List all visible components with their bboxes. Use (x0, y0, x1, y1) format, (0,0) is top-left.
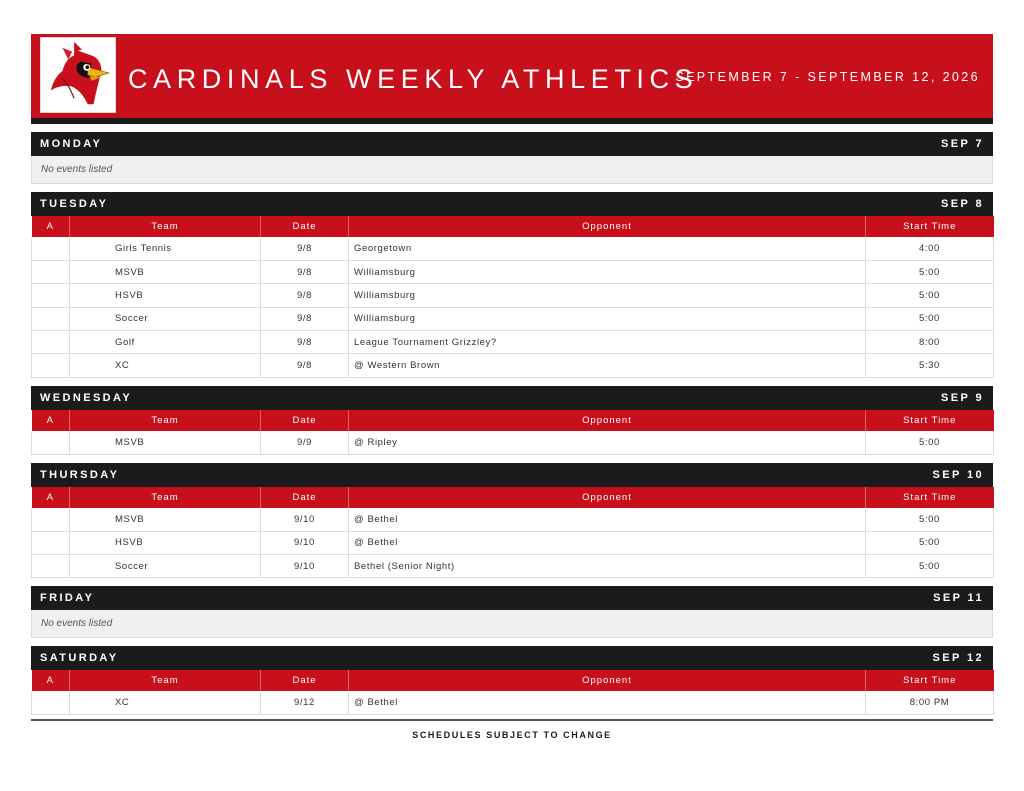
cell-a (32, 284, 70, 307)
cell-start-time: 5:00 (866, 555, 994, 578)
day-date: SEP 7 (941, 138, 984, 150)
cell-team: XC (70, 691, 261, 714)
table-row (32, 531, 994, 554)
table-header-row (32, 216, 994, 237)
column-header-team: Team (70, 410, 261, 431)
column-header-opponent: Opponent (349, 410, 866, 431)
column-header-opponent: Opponent (349, 670, 866, 691)
cell-opponent: @ Western Brown (349, 354, 866, 377)
day-header (31, 192, 993, 216)
cell-opponent: Williamsburg (349, 307, 866, 330)
cell-start-time: 5:00 (866, 260, 994, 283)
cell-date: 9/9 (261, 431, 349, 454)
column-header-date: Date (261, 410, 349, 431)
cell-team: HSVB (70, 531, 261, 554)
cell-team: MSVB (70, 431, 261, 454)
day-header (31, 646, 993, 670)
table-row (32, 508, 994, 531)
day-saturday (31, 646, 993, 715)
events-table (31, 410, 994, 455)
events-table (31, 670, 994, 715)
events-table (31, 216, 994, 378)
day-name: FRIDAY (40, 592, 95, 605)
day-friday (31, 586, 993, 638)
day-thursday (31, 463, 993, 579)
cell-opponent: Williamsburg (349, 284, 866, 307)
day-name: WEDNESDAY (40, 391, 133, 404)
events-table (31, 487, 994, 579)
day-date: SEP 11 (933, 592, 984, 605)
column-header-a: A (32, 216, 70, 237)
column-header-a: A (32, 410, 70, 431)
column-header-opponent: Opponent (349, 487, 866, 508)
day-header (31, 463, 993, 487)
date-range: SEPTEMBER 7 - SEPTEMBER 12, 2026 (675, 70, 980, 84)
table-header-row (32, 670, 994, 691)
cell-a (32, 508, 70, 531)
cell-date: 9/8 (261, 331, 349, 354)
day-date: SEP 10 (932, 468, 984, 481)
column-header-team: Team (70, 670, 261, 691)
column-header-date: Date (261, 487, 349, 508)
cell-opponent: Bethel (Senior Night) (349, 555, 866, 578)
cell-date: 9/8 (261, 237, 349, 260)
day-date: SEP 8 (941, 198, 984, 210)
cell-team: Soccer (70, 307, 261, 330)
schedule-page (31, 34, 993, 740)
day-header (31, 386, 993, 410)
cell-start-time: 5:00 (866, 307, 994, 330)
cell-a (32, 354, 70, 377)
cell-start-time: 5:00 (866, 431, 994, 454)
column-header-team: Team (70, 216, 261, 237)
table-header-row (32, 487, 994, 508)
column-header-a: A (32, 670, 70, 691)
column-header-team: Team (70, 487, 261, 508)
cell-opponent: Williamsburg (349, 260, 866, 283)
column-header-start-time: Start Time (866, 410, 994, 431)
cell-date: 9/10 (261, 555, 349, 578)
cell-opponent: @ Bethel (349, 691, 866, 714)
no-events-note: No events listed (31, 156, 993, 184)
cell-date: 9/8 (261, 354, 349, 377)
cell-start-time: 5:30 (866, 354, 994, 377)
header-banner (31, 34, 993, 118)
day-name: SATURDAY (40, 652, 119, 665)
day-header (31, 132, 993, 156)
column-header-opponent: Opponent (349, 216, 866, 237)
column-header-start-time: Start Time (866, 216, 994, 237)
no-events-note: No events listed (31, 610, 993, 638)
table-row (32, 431, 994, 454)
cell-a (32, 431, 70, 454)
day-name: TUESDAY (40, 198, 109, 210)
day-wednesday (31, 386, 993, 455)
cell-date: 9/8 (261, 260, 349, 283)
day-header (31, 586, 993, 610)
footer-divider (31, 719, 993, 721)
cell-start-time: 5:00 (866, 508, 994, 531)
column-header-start-time: Start Time (866, 487, 994, 508)
day-date: SEP 12 (932, 652, 984, 665)
column-header-date: Date (261, 670, 349, 691)
cell-a (32, 555, 70, 578)
day-monday (31, 132, 993, 184)
cell-opponent: @ Ripley (349, 431, 866, 454)
table-row (32, 260, 994, 283)
footer-note: SCHEDULES SUBJECT TO CHANGE (412, 730, 612, 741)
page-title: CARDINALS WEEKLY ATHLETICS (128, 64, 699, 94)
cell-a (32, 260, 70, 283)
cell-team: Soccer (70, 555, 261, 578)
cell-start-time: 5:00 (866, 531, 994, 554)
table-row (32, 307, 994, 330)
cell-date: 9/10 (261, 508, 349, 531)
cell-opponent: @ Bethel (349, 531, 866, 554)
cell-team: Golf (70, 331, 261, 354)
cell-start-time: 8:00 (866, 331, 994, 354)
cell-a (32, 331, 70, 354)
table-header-row (32, 410, 994, 431)
column-header-start-time: Start Time (866, 670, 994, 691)
cell-a (32, 531, 70, 554)
cell-date: 9/12 (261, 691, 349, 714)
cardinal-mascot-icon (40, 37, 116, 113)
day-tuesday (31, 192, 993, 378)
cell-team: Girls Tennis (70, 237, 261, 260)
cell-a (32, 237, 70, 260)
table-row (32, 555, 994, 578)
cell-start-time: 4:00 (866, 237, 994, 260)
cell-date: 9/8 (261, 284, 349, 307)
cell-opponent: League Tournament Grizzley? (349, 331, 866, 354)
day-date: SEP 9 (941, 391, 984, 404)
day-name: MONDAY (40, 138, 103, 150)
table-row (32, 237, 994, 260)
cell-start-time: 8:00 PM (866, 691, 994, 714)
column-header-a: A (32, 487, 70, 508)
table-row (32, 354, 994, 377)
cell-date: 9/10 (261, 531, 349, 554)
cell-team: MSVB (70, 260, 261, 283)
cell-a (32, 691, 70, 714)
table-row (32, 691, 994, 714)
column-header-date: Date (261, 216, 349, 237)
cell-date: 9/8 (261, 307, 349, 330)
cell-opponent: Georgetown (349, 237, 866, 260)
cell-a (32, 307, 70, 330)
cell-opponent: @ Bethel (349, 508, 866, 531)
cell-start-time: 5:00 (866, 284, 994, 307)
cell-team: MSVB (70, 508, 261, 531)
table-row (32, 284, 994, 307)
banner-divider (31, 118, 993, 124)
cell-team: HSVB (70, 284, 261, 307)
table-row (32, 331, 994, 354)
day-name: THURSDAY (40, 468, 120, 481)
cell-team: XC (70, 354, 261, 377)
